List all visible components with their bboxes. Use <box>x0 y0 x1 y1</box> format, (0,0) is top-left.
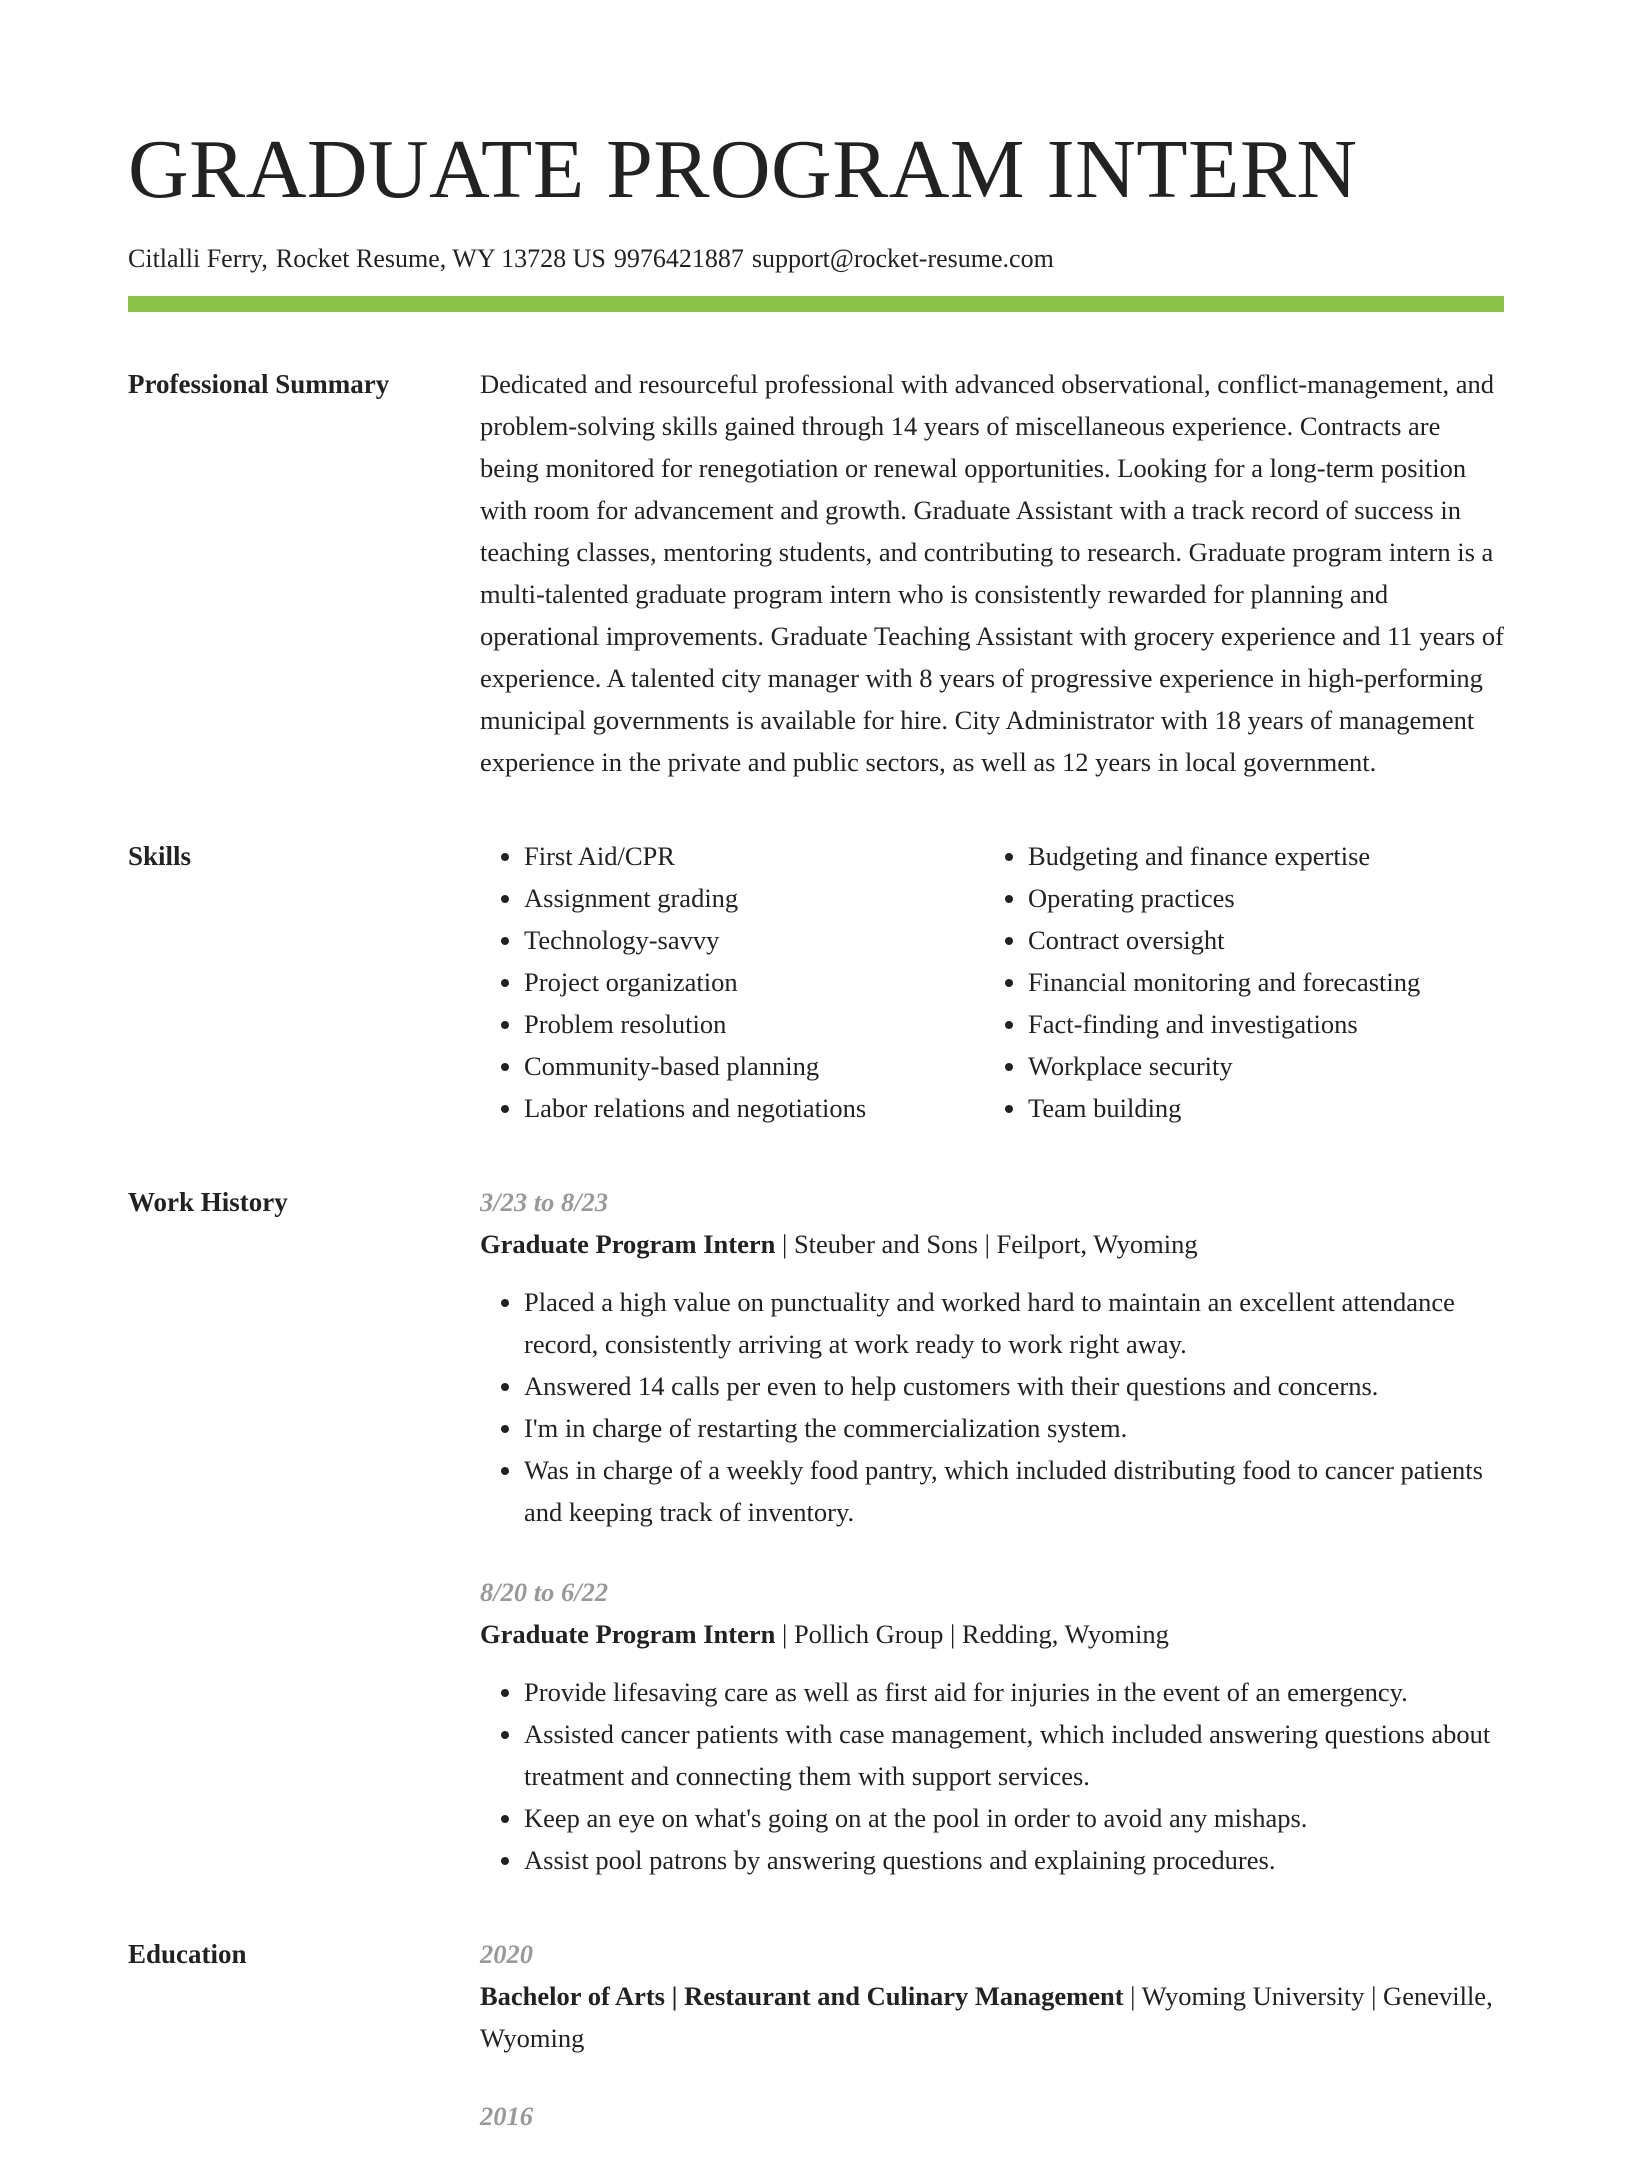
summary-body <box>480 363 1504 783</box>
skills-body <box>480 835 1504 1129</box>
job-role-line <box>480 1613 1504 1655</box>
resume-page <box>128 0 1504 2173</box>
education-entry <box>480 1933 1504 2059</box>
job-role: Graduate Program Intern <box>480 1229 776 1259</box>
job-entry <box>480 1181 1504 1533</box>
skills-column-2 <box>984 835 1420 1129</box>
section-title-work: Work History <box>128 1187 288 1217</box>
job-bullets <box>480 1671 1504 1881</box>
education-year: 2016 <box>480 2101 533 2131</box>
work-history-body <box>480 1181 1504 1881</box>
job-dates: 3/23 to 8/23 <box>480 1187 609 1217</box>
job-bullets <box>480 1281 1504 1533</box>
job-bullet: • Answered 14 calls per even to help customers with their questions and concerns. <box>524 1365 1504 1407</box>
skill-item: • Financial monitoring and forecasting <box>1028 961 1420 1003</box>
job-bullet: • Assisted cancer patients with case management, which included answering questions about treatment and connecting them with support services. <box>524 1713 1504 1797</box>
skill-item: • First Aid/CPR <box>524 835 984 877</box>
job-bullet: • I'm in charge of restarting the commercialization system. <box>524 1407 1504 1449</box>
skill-item: • Community-based planning <box>524 1045 984 1087</box>
section-title-skills: Skills <box>128 841 192 871</box>
job-bullet: • Was in charge of a weekly food pantry, which included distributing food to cancer patients and keeping track of inventory. <box>524 1449 1504 1533</box>
contact-line <box>128 242 1504 276</box>
education-section <box>128 1933 1504 2173</box>
education-degree: Bachelor of Arts | Restaurant and Culinary Management <box>480 1981 1124 2011</box>
work-history-section <box>128 1181 1504 1881</box>
job-bullet: • Keep an eye on what's going on at the pool in order to avoid any mishaps. <box>524 1797 1504 1839</box>
summary-text: Dedicated and resourceful professional with advanced observational, conflict-management, and problem-solving skills gained through 14 years of miscellaneous experience. Contracts are being monitored for renegotiation or renewal opportunities. Looking for a long-term position with room for advancement and growth. Graduate Assistant with a track record of success in teaching classes, mentoring students, and contributing to research. Graduate program intern is a multi-talented graduate program intern who is consistently rewarded for planning and operational improvements. Graduate Teaching Assistant with grocery experience and 11 years of experience. A talented city manager with 8 years of progressive experience in high-performing municipal governments is available for hire. City Administrator with 18 years of management experience in the private and public sectors, as well as 12 years in local government. <box>480 369 1504 777</box>
section-title-summary: Professional Summary <box>128 369 390 399</box>
skill-item: • Fact-finding and investigations <box>1028 1003 1420 1045</box>
education-school-location: | Wyoming University | Geneville, Wyoming <box>480 1981 1493 2053</box>
skills-section <box>128 835 1504 1129</box>
contact-name: Citlalli Ferry, <box>128 244 268 273</box>
education-degree-line <box>480 1975 1504 2059</box>
section-title-education: Education <box>128 1939 247 1969</box>
education-entry <box>480 2095 1504 2137</box>
skill-item: • Team building <box>1028 1087 1420 1129</box>
contact-address: Rocket Resume, WY 13728 US <box>275 244 606 273</box>
skill-item: • Assignment grading <box>524 877 984 919</box>
job-dates: 8/20 to 6/22 <box>480 1577 609 1607</box>
job-bullet: • Placed a high value on punctuality and worked hard to maintain an excellent attendance record, consistently arriving at work ready to work right away. <box>524 1281 1504 1365</box>
skills-column-1 <box>480 835 984 1129</box>
skill-item: • Project organization <box>524 961 984 1003</box>
job-bullet: • Assist pool patrons by answering questions and explaining procedures. <box>524 1839 1504 1881</box>
job-bullet: • Provide lifesaving care as well as first aid for injuries in the event of an emergency. <box>524 1671 1504 1713</box>
summary-section <box>128 363 1504 783</box>
skill-item: • Technology-savvy <box>524 919 984 961</box>
job-company-location: | Pollich Group | Redding, Wyoming <box>775 1619 1169 1649</box>
skill-item: • Workplace security <box>1028 1045 1420 1087</box>
skill-item: • Labor relations and negotiations <box>524 1087 984 1129</box>
job-role: Graduate Program Intern <box>480 1619 776 1649</box>
skill-item: • Problem resolution <box>524 1003 984 1045</box>
skill-item: • Operating practices <box>1028 877 1420 919</box>
education-body <box>480 1933 1504 2173</box>
skill-item: • Contract oversight <box>1028 919 1420 961</box>
job-company-location: | Steuber and Sons | Feilport, Wyoming <box>775 1229 1198 1259</box>
contact-email: support@rocket-resume.com <box>751 244 1054 273</box>
resume-title: GRADUATE PROGRAM INTERN <box>128 123 1358 216</box>
accent-divider <box>128 296 1504 312</box>
contact-phone: 9976421887 <box>613 244 744 273</box>
job-role-line <box>480 1223 1504 1265</box>
skill-item: • Budgeting and finance expertise <box>1028 835 1420 877</box>
job-entry <box>480 1571 1504 1881</box>
education-year: 2020 <box>480 1939 533 1969</box>
